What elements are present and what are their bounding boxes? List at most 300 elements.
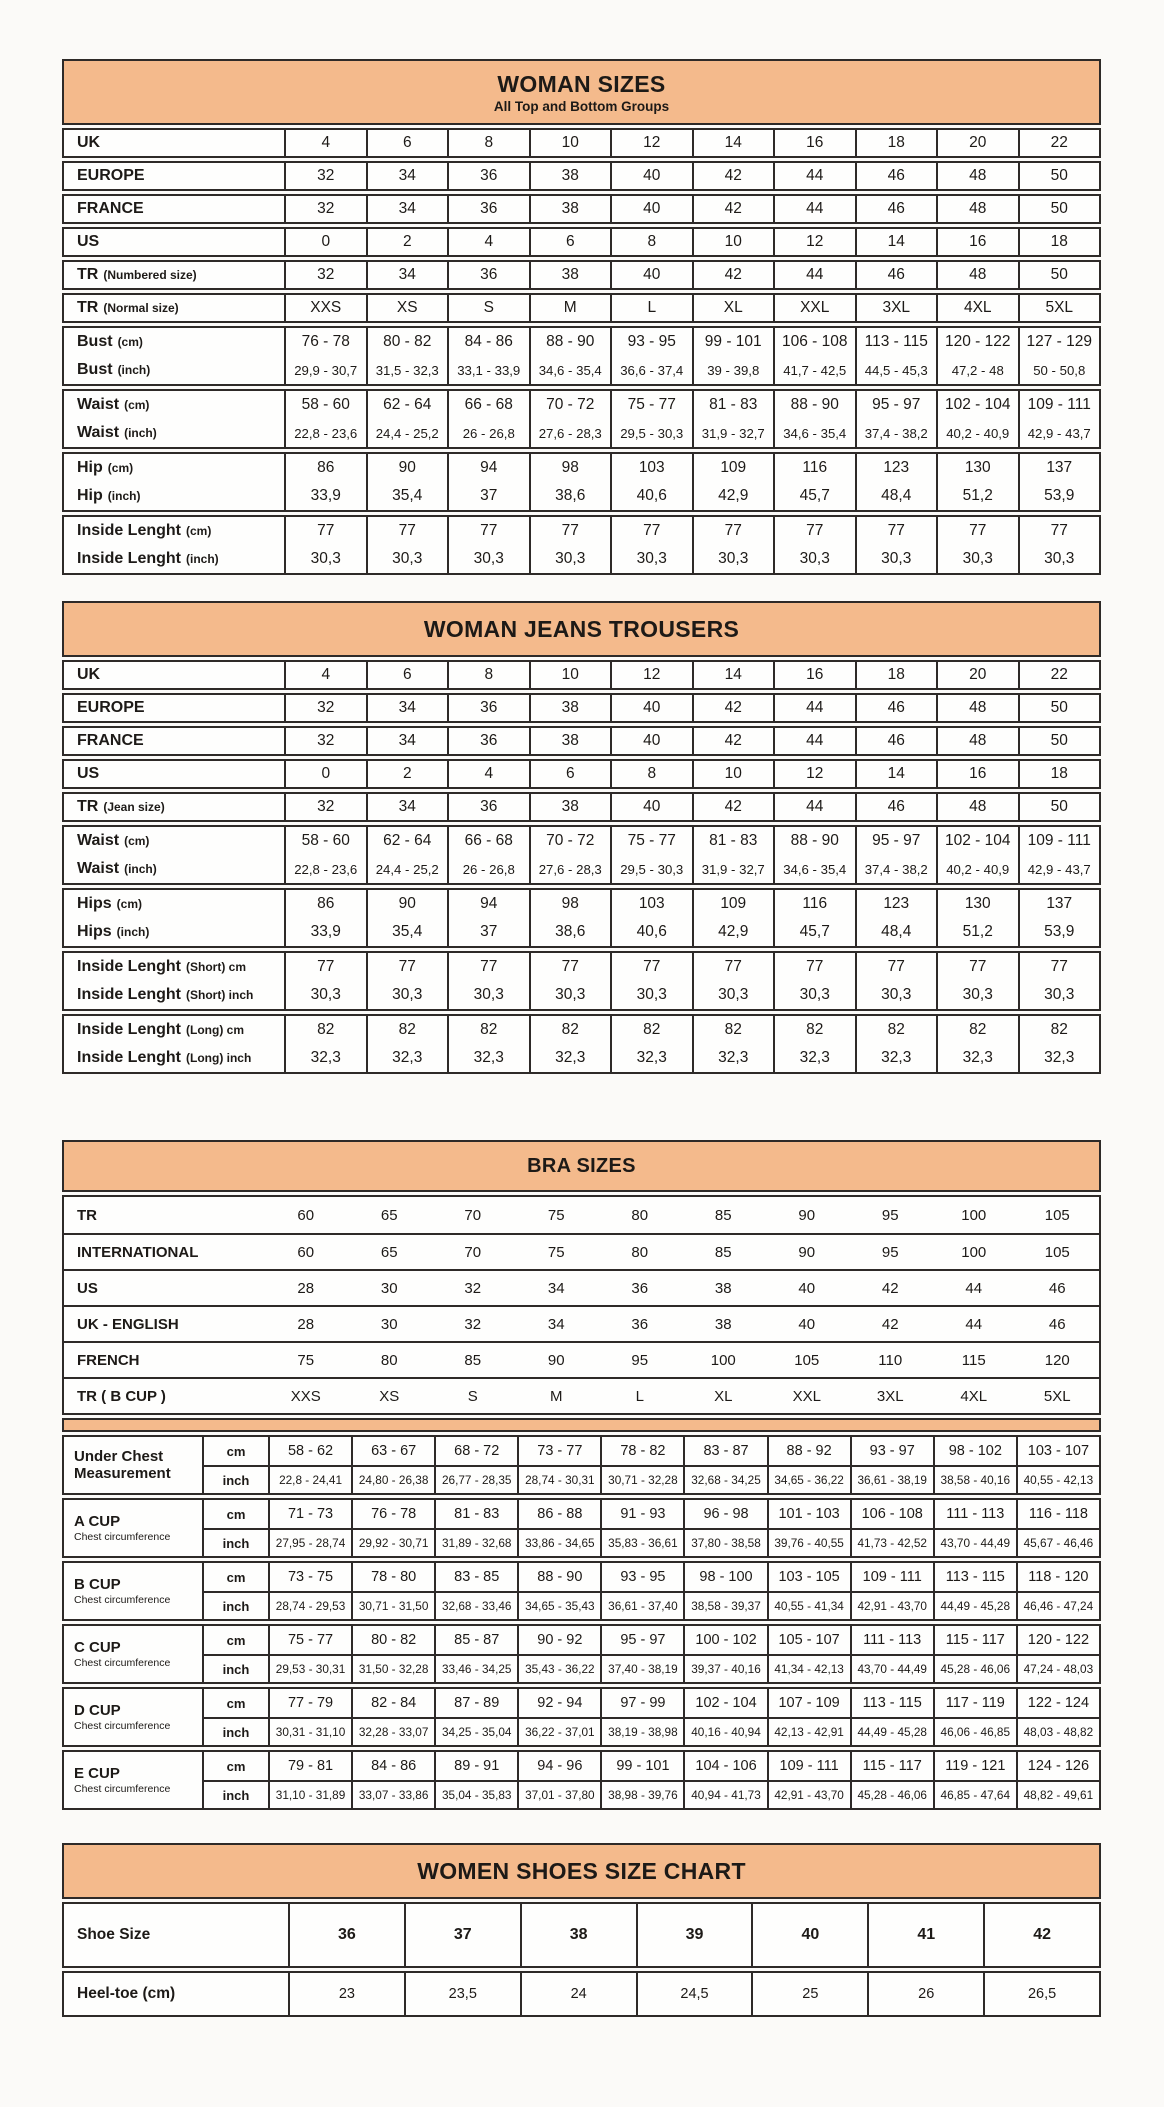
cup-row-inch <box>204 1528 1099 1556</box>
cup-row-cm <box>204 1626 1099 1654</box>
size-value-cell: 63 - 67 <box>351 1437 434 1465</box>
size-value-cell: M <box>550 1387 563 1405</box>
size-value-cell: 32,28 - 33,07 <box>351 1719 434 1745</box>
size-row-group <box>62 227 1101 257</box>
size-value-cell: 86 <box>284 890 366 918</box>
row-label-unit: (cm) <box>186 524 212 538</box>
size-value-cell: 3XL <box>876 1387 904 1405</box>
size-value-cell: 31,50 - 32,28 <box>351 1656 434 1682</box>
size-value-cell: 111 - 113 <box>850 1626 933 1654</box>
size-value-cell: 30,3 <box>936 981 1018 1009</box>
size-value-cell: 81 - 83 <box>692 391 774 419</box>
size-value-cell: XS <box>366 295 448 321</box>
row-label <box>64 356 284 384</box>
woman-sizes-subtitle: All Top and Bottom Groups <box>493 98 670 114</box>
row-label-text: Waist <box>77 832 120 849</box>
row-label-unit: (Short) inch <box>186 988 254 1002</box>
size-row-group <box>62 660 1101 690</box>
size-value-cell: 123 <box>855 454 937 482</box>
cup-group <box>62 1561 1101 1621</box>
size-value-cell: 35,4 <box>366 918 448 946</box>
size-value-cell: 50 <box>1018 794 1100 820</box>
size-row-group <box>62 951 1101 1011</box>
woman-jeans-title: WOMAN JEANS TROUSERS <box>423 615 740 642</box>
row-label <box>64 163 284 189</box>
row-label <box>64 295 284 321</box>
cup-row-cm <box>204 1500 1099 1528</box>
size-value-cell: 95 <box>881 1206 899 1224</box>
size-value-cell: 90 <box>366 454 448 482</box>
size-value-cell: 40,55 - 41,34 <box>767 1593 850 1619</box>
size-value-cell: 38 <box>529 794 611 820</box>
size-value-cell: 42,13 - 42,91 <box>767 1719 850 1745</box>
size-value-cell: 88 - 90 <box>517 1563 600 1591</box>
size-value-cell: 42 <box>692 262 774 288</box>
size-value-cell: XXL <box>773 295 855 321</box>
bra-section-divider <box>62 1418 1101 1432</box>
woman-jeans-body <box>62 660 1101 1074</box>
size-value-cell: 50 <box>1018 163 1100 189</box>
row-label-text: Waist <box>77 424 120 441</box>
size-value-cell: 124 - 126 <box>1016 1752 1099 1780</box>
cup-rows <box>202 1437 1099 1493</box>
size-row <box>64 728 1099 754</box>
size-value-cell: 84 - 86 <box>447 328 529 356</box>
size-row <box>64 130 1099 156</box>
size-value-cell: 34 <box>547 1279 565 1297</box>
size-value-cell: 39 - 39,8 <box>692 356 774 384</box>
size-value-cell: S <box>447 295 529 321</box>
size-row <box>64 1016 1099 1044</box>
size-value-cell: 26 - 26,8 <box>447 855 529 883</box>
size-value-cell: 6 <box>529 229 611 255</box>
bra-conversion-box <box>62 1195 1101 1415</box>
size-value-cell: 27,6 - 28,3 <box>529 855 611 883</box>
size-value-cell: 65 <box>380 1243 398 1261</box>
size-value-cell: 20 <box>936 130 1018 156</box>
size-value-cell: 102 - 104 <box>683 1689 766 1717</box>
size-value-cell: 79 - 81 <box>268 1752 351 1780</box>
row-label-text: Inside Lenght <box>77 958 181 975</box>
size-value-cell: 94 <box>447 454 529 482</box>
cup-rows <box>202 1689 1099 1745</box>
size-value-cell: 43,70 - 44,49 <box>933 1530 1016 1556</box>
size-value-cell: 30,71 - 32,28 <box>600 1467 683 1493</box>
woman-jeans-header <box>62 601 1101 657</box>
size-value-cell: 45,7 <box>773 482 855 510</box>
size-value-cell: 98 <box>529 454 611 482</box>
size-value-cell: 116 <box>773 890 855 918</box>
size-value-cell: 120 - 122 <box>1016 1626 1099 1654</box>
cup-label-text: E CUP <box>74 1764 120 1782</box>
size-value-cell: 29,53 - 30,31 <box>268 1656 351 1682</box>
size-value-cell: 82 <box>936 1016 1018 1044</box>
size-value-cell: 77 <box>855 517 937 545</box>
size-value-cell: 2 <box>366 229 448 255</box>
size-value-cell: 42,91 - 43,70 <box>767 1782 850 1808</box>
row-label-text: INTERNATIONAL <box>77 1243 199 1261</box>
row-label-text: Shoe Size <box>77 1926 151 1943</box>
size-value-cell: 82 <box>529 1016 611 1044</box>
size-value-cell: 42 <box>983 1904 1099 1966</box>
size-value-cell: 48 <box>936 794 1018 820</box>
size-value-cell: 77 <box>366 517 448 545</box>
size-value-cell: 14 <box>855 229 937 255</box>
size-row <box>64 761 1099 787</box>
size-row-group <box>62 128 1101 158</box>
size-value-cell: 86 - 88 <box>517 1500 600 1528</box>
size-value-cell: 32,3 <box>855 1044 937 1072</box>
size-value-cell: 50 <box>1018 695 1100 721</box>
size-value-cell: 77 - 79 <box>268 1689 351 1717</box>
size-value-cell: 130 <box>936 454 1018 482</box>
woman-sizes-title: WOMAN SIZES <box>497 70 666 97</box>
bra-row <box>64 1341 1099 1377</box>
size-value-cell: 14 <box>692 130 774 156</box>
size-value-cell: 48 <box>936 695 1018 721</box>
size-value-cell: 113 - 115 <box>933 1563 1016 1591</box>
size-value-cell: 24,80 - 26,38 <box>351 1467 434 1493</box>
row-label-text: Bust <box>77 361 113 378</box>
size-value-cell: 31,89 - 32,68 <box>434 1530 517 1556</box>
size-value-cell: 38 <box>520 1904 636 1966</box>
size-value-cell: 41,34 - 42,13 <box>767 1656 850 1682</box>
cup-label-sub: Chest circumference <box>74 1531 171 1544</box>
size-row-group <box>62 452 1101 512</box>
size-value-cell: 82 <box>773 1016 855 1044</box>
size-row <box>64 918 1099 946</box>
unit-label: inch <box>222 1787 250 1803</box>
row-label-text: Heel-toe (cm) <box>77 1985 176 2002</box>
row-label-text: UK - ENGLISH <box>77 1315 179 1333</box>
size-value-cell: 5XL <box>1018 295 1100 321</box>
size-value-cell: 38 <box>714 1315 732 1333</box>
cup-rows <box>202 1752 1099 1808</box>
size-value-cell: 41,73 - 42,52 <box>850 1530 933 1556</box>
size-value-cell: 103 <box>610 454 692 482</box>
size-value-cell: 77 <box>936 517 1018 545</box>
row-label <box>64 482 284 510</box>
size-value-cell: 44 <box>773 262 855 288</box>
size-value-cell: 83 - 87 <box>683 1437 766 1465</box>
size-value-cell: 106 - 108 <box>773 328 855 356</box>
size-value-cell: 42 <box>692 196 774 222</box>
cup-group <box>62 1498 1101 1558</box>
size-value-cell: 120 <box>1044 1351 1070 1369</box>
unit-label: cm <box>226 1569 246 1585</box>
size-row <box>64 827 1099 855</box>
size-value-cell: 137 <box>1018 890 1100 918</box>
row-label-text: FRANCE <box>77 732 144 749</box>
size-value-cell: 111 - 113 <box>933 1500 1016 1528</box>
size-value-cell: 45,67 - 46,46 <box>1016 1530 1099 1556</box>
size-value-cell: 24,4 - 25,2 <box>366 419 448 447</box>
row-label-unit: (inch) <box>116 925 150 939</box>
size-row <box>64 953 1099 981</box>
size-value-cell: 32 <box>464 1279 482 1297</box>
size-value-cell: 97 - 99 <box>600 1689 683 1717</box>
size-value-cell: 32 <box>284 794 366 820</box>
shoe-row <box>62 1971 1101 2017</box>
unit-label: inch <box>222 1598 250 1614</box>
size-value-cell: 40 <box>610 728 692 754</box>
size-value-cell: 34 <box>366 794 448 820</box>
size-value-cell: 36 <box>447 262 529 288</box>
size-value-cell: 32,68 - 34,25 <box>683 1467 766 1493</box>
size-value-cell: 39,76 - 40,55 <box>767 1530 850 1556</box>
row-label-unit: (inch) <box>107 489 141 503</box>
size-value-cell: 53,9 <box>1018 482 1100 510</box>
size-value-cell: 30,3 <box>773 545 855 573</box>
size-value-cell: 113 - 115 <box>855 328 937 356</box>
cup-label <box>64 1437 202 1493</box>
size-value-cell: 95 <box>881 1243 899 1261</box>
size-value-cell: 33,9 <box>284 482 366 510</box>
bra-row <box>64 1233 1099 1269</box>
size-value-cell: 81 - 83 <box>692 827 774 855</box>
size-value-cell: 36 <box>447 196 529 222</box>
size-value-cell: 80 <box>631 1243 649 1261</box>
size-value-cell: 40,2 - 40,9 <box>936 855 1018 883</box>
size-value-cell: 105 <box>794 1351 820 1369</box>
size-value-cell: 10 <box>692 761 774 787</box>
size-value-cell: 44 <box>965 1315 983 1333</box>
size-value-cell: 8 <box>610 229 692 255</box>
size-value-cell: 34 <box>547 1315 565 1333</box>
size-value-cell: 22,8 - 23,6 <box>284 419 366 447</box>
size-value-cell: 30,3 <box>529 545 611 573</box>
size-value-cell: 32,3 <box>936 1044 1018 1072</box>
row-label-unit: (Normal size) <box>103 301 179 315</box>
size-value-cell: 50 <box>1018 262 1100 288</box>
size-value-cell: 50 <box>1018 728 1100 754</box>
size-value-cell: XL <box>714 1387 733 1405</box>
size-value-cell: 48,82 - 49,61 <box>1016 1782 1099 1808</box>
size-value-cell: 50 - 50,8 <box>1018 356 1100 384</box>
size-value-cell: 48 <box>936 728 1018 754</box>
size-value-cell: L <box>610 295 692 321</box>
size-value-cell: 8 <box>447 662 529 688</box>
cup-row-inch <box>204 1780 1099 1808</box>
row-label-text: Inside Lenght <box>77 550 181 567</box>
size-value-cell: 90 <box>798 1206 816 1224</box>
size-value-cell: 29,92 - 30,71 <box>351 1530 434 1556</box>
size-value-cell: 58 - 60 <box>284 391 366 419</box>
size-value-cell: 77 <box>610 953 692 981</box>
size-value-cell: 70 <box>464 1206 482 1224</box>
size-value-cell: 32 <box>284 728 366 754</box>
unit-label: inch <box>222 1661 250 1677</box>
size-value-cell: 38,58 - 40,16 <box>933 1467 1016 1493</box>
size-value-cell: 30 <box>380 1315 398 1333</box>
size-value-cell: 90 <box>366 890 448 918</box>
woman-jeans-table <box>62 601 1101 1074</box>
size-row-group <box>62 825 1101 885</box>
size-value-cell: 77 <box>692 517 774 545</box>
size-value-cell: 116 <box>773 454 855 482</box>
size-row <box>64 695 1099 721</box>
size-row <box>64 419 1099 447</box>
size-row <box>64 662 1099 688</box>
size-value-cell: 44 <box>773 695 855 721</box>
women-shoes-table <box>62 1843 1101 2017</box>
size-row-group <box>62 1014 1101 1074</box>
size-value-cell: 105 - 107 <box>767 1626 850 1654</box>
unit-label: cm <box>226 1506 246 1522</box>
size-value-cell: 99 - 101 <box>692 328 774 356</box>
size-value-cell: 25 <box>751 1973 867 2015</box>
size-value-cell: 46 <box>855 196 937 222</box>
woman-sizes-header <box>62 59 1101 125</box>
size-value-cell: 68 - 72 <box>434 1437 517 1465</box>
size-row <box>64 981 1099 1009</box>
size-value-cell: 31,9 - 32,7 <box>692 855 774 883</box>
cup-rows <box>202 1500 1099 1556</box>
size-value-cell: 26,77 - 28,35 <box>434 1467 517 1493</box>
size-value-cell: 51,2 <box>936 918 1018 946</box>
size-row-group <box>62 693 1101 723</box>
size-value-cell: 38 <box>529 262 611 288</box>
size-value-cell: 40,6 <box>610 482 692 510</box>
size-value-cell: 24 <box>520 1973 636 2015</box>
size-value-cell: 109 <box>692 454 774 482</box>
women-shoes-body <box>62 1902 1101 2017</box>
size-value-cell: 40 <box>610 695 692 721</box>
size-value-cell: 35,83 - 36,61 <box>600 1530 683 1556</box>
row-label-text: Inside Lenght <box>77 522 181 539</box>
cup-rows <box>202 1563 1099 1619</box>
unit-label: cm <box>226 1695 246 1711</box>
row-label <box>64 855 284 883</box>
size-value-cell: 75 - 77 <box>268 1626 351 1654</box>
size-row <box>64 328 1099 356</box>
size-value-cell: 95 <box>631 1351 649 1369</box>
cup-label-sub: Chest circumference <box>74 1594 171 1607</box>
size-row <box>64 229 1099 255</box>
size-value-cell: 16 <box>773 662 855 688</box>
row-label <box>64 953 284 981</box>
size-row <box>64 517 1099 545</box>
bra-sizes-header <box>62 1140 1101 1192</box>
size-value-cell: 65 <box>380 1206 398 1224</box>
woman-sizes-table <box>62 59 1101 575</box>
bra-row <box>64 1269 1099 1305</box>
size-value-cell: 51,2 <box>936 482 1018 510</box>
cup-group <box>62 1750 1101 1810</box>
size-row <box>64 262 1099 288</box>
bra-row <box>64 1377 1099 1413</box>
cup-group <box>62 1435 1101 1495</box>
size-value-cell: 99 - 101 <box>600 1752 683 1780</box>
size-value-cell: 58 - 60 <box>284 827 366 855</box>
size-value-cell: 106 - 108 <box>850 1500 933 1528</box>
row-label-unit: (inch) <box>117 363 151 377</box>
size-value-cell: 40 <box>610 163 692 189</box>
size-value-cell: 103 - 107 <box>1016 1437 1099 1465</box>
size-value-cell: 40,6 <box>610 918 692 946</box>
cup-row-inch <box>204 1654 1099 1682</box>
size-value-cell: 6 <box>529 761 611 787</box>
size-value-cell: 42 <box>692 695 774 721</box>
row-label-text: Bust <box>77 333 113 350</box>
size-value-cell: 88 - 90 <box>773 827 855 855</box>
size-value-cell: 37,4 - 38,2 <box>855 419 937 447</box>
size-value-cell: 42 <box>692 163 774 189</box>
size-value-cell: 75 <box>547 1243 565 1261</box>
row-label-unit: (cm) <box>124 834 150 848</box>
size-value-cell: 31,5 - 32,3 <box>366 356 448 384</box>
row-label-text: Inside Lenght <box>77 986 181 1003</box>
size-value-cell: 36 <box>447 163 529 189</box>
size-value-cell: 60 <box>297 1243 315 1261</box>
size-value-cell: L <box>635 1387 644 1405</box>
size-value-cell: 137 <box>1018 454 1100 482</box>
size-value-cell: 0 <box>284 229 366 255</box>
size-value-cell: 38,98 - 39,76 <box>600 1782 683 1808</box>
size-row <box>64 391 1099 419</box>
size-value-cell: 36,6 - 37,4 <box>610 356 692 384</box>
size-value-cell: 30,3 <box>284 981 366 1009</box>
size-value-cell: XL <box>692 295 774 321</box>
row-label-unit: (Short) cm <box>186 960 246 974</box>
cup-group <box>62 1624 1101 1684</box>
size-value-cell: 85 <box>714 1243 732 1261</box>
size-row <box>64 295 1099 321</box>
size-value-cell: 78 - 82 <box>600 1437 683 1465</box>
cup-label-sub: Chest circumference <box>74 1657 171 1670</box>
size-value-cell: 82 <box>692 1016 774 1044</box>
size-value-cell: 44 <box>773 163 855 189</box>
size-value-cell: 100 <box>961 1206 987 1224</box>
size-value-cell: 12 <box>773 761 855 787</box>
row-label <box>64 981 284 1009</box>
size-value-cell: 80 <box>631 1206 649 1224</box>
size-value-cell: 84 - 86 <box>351 1752 434 1780</box>
size-value-cell: 40,16 - 40,94 <box>683 1719 766 1745</box>
size-value-cell: 115 <box>961 1351 986 1369</box>
size-value-cell: 30,31 - 31,10 <box>268 1719 351 1745</box>
size-value-cell: 14 <box>692 662 774 688</box>
cup-label-sub: Chest circumference <box>74 1783 171 1796</box>
size-value-cell: 45,28 - 46,06 <box>850 1782 933 1808</box>
row-label-text: Waist <box>77 396 120 413</box>
size-value-cell: 47,24 - 48,03 <box>1016 1656 1099 1682</box>
size-value-cell: 6 <box>366 662 448 688</box>
size-value-cell: 48 <box>936 196 1018 222</box>
size-value-cell: 62 - 64 <box>366 391 448 419</box>
cup-label-text: Under Chest Measurement <box>74 1447 171 1482</box>
size-value-cell: 73 - 77 <box>517 1437 600 1465</box>
cup-row-inch <box>204 1465 1099 1493</box>
size-value-cell: 32,3 <box>447 1044 529 1072</box>
size-row <box>64 794 1099 820</box>
size-value-cell: 92 - 94 <box>517 1689 600 1717</box>
size-value-cell: 36,22 - 37,01 <box>517 1719 600 1745</box>
row-label <box>64 229 284 255</box>
cup-row-cm <box>204 1437 1099 1465</box>
size-value-cell: 77 <box>529 953 611 981</box>
size-value-cell: 77 <box>610 517 692 545</box>
size-value-cell: 62 - 64 <box>366 827 448 855</box>
row-label-text: Hip <box>77 459 103 476</box>
size-value-cell: 80 - 82 <box>366 328 448 356</box>
row-label-text: US <box>77 765 100 782</box>
cup-label-text: B CUP <box>74 1575 121 1593</box>
size-value-cell: 34,6 - 35,4 <box>773 855 855 883</box>
row-label <box>64 517 284 545</box>
size-value-cell: 98 - 100 <box>683 1563 766 1591</box>
size-value-cell: 38,58 - 39,37 <box>683 1593 766 1619</box>
